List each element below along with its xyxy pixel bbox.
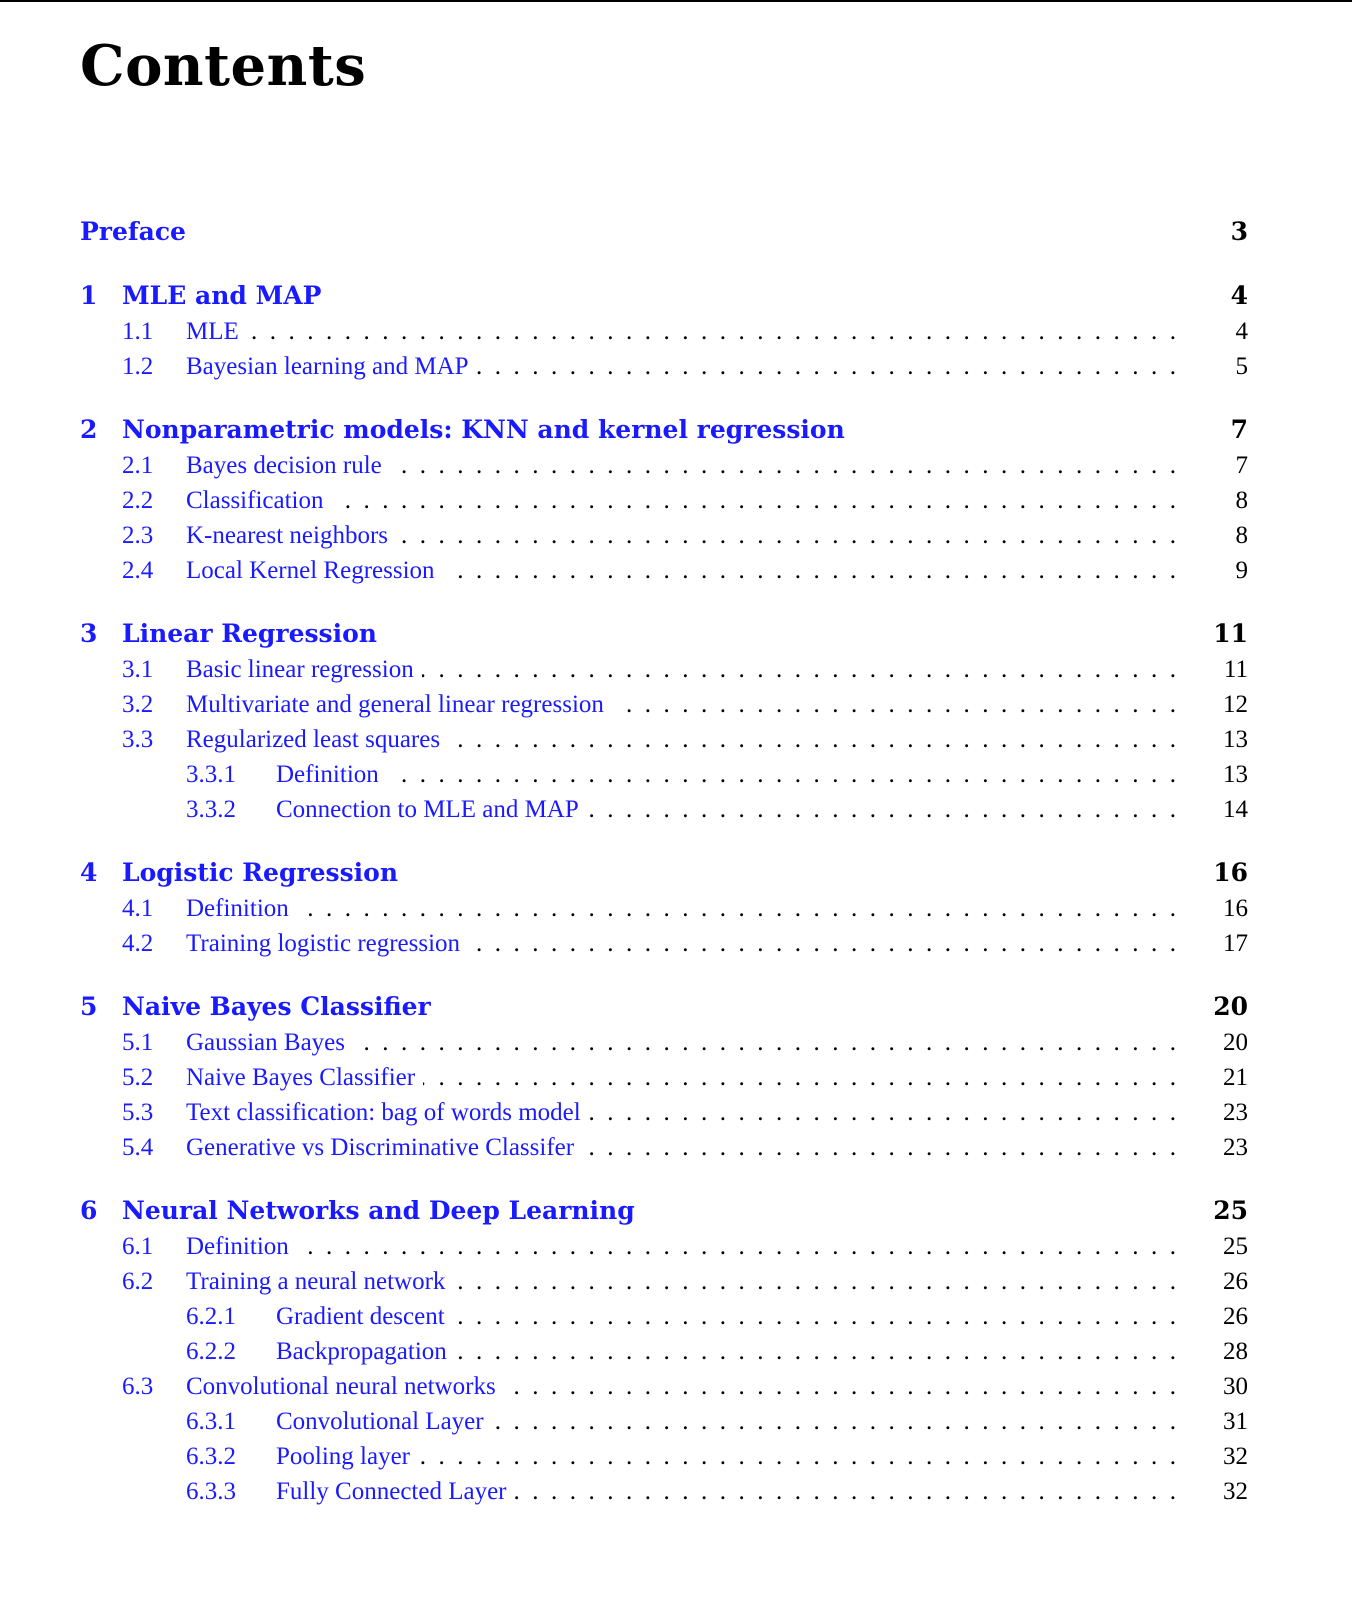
toc-entry-subsection[interactable] [80,1404,1248,1439]
toc-page-number: 26 [1223,1268,1248,1295]
toc-section-number[interactable]: 3.1 [122,656,154,683]
toc-dot-leader [423,1060,1182,1095]
toc-dot-leader [297,1229,1182,1264]
toc-page-number: 16 [1213,858,1248,887]
toc-dot-leader [477,349,1182,384]
toc-entry-section[interactable] [80,687,1248,722]
toc-section-number[interactable]: 6.2 [122,1268,154,1295]
toc-subsection-title-link[interactable]: Fully Connected Layer [276,1478,507,1505]
toc-dot-leader [492,1404,1182,1439]
toc-section-title-link[interactable]: Bayes decision rule [186,452,382,479]
toc-section-number[interactable]: 5.2 [122,1064,154,1091]
toc-section-number[interactable]: 5.3 [122,1099,154,1126]
toc-page-number: 5 [1235,353,1248,380]
toc-dot-leader [582,1130,1182,1165]
toc-page-number: 21 [1223,1064,1248,1091]
toc-chapter-title-link[interactable]: Preface [80,217,186,246]
toc-chapter-title-link[interactable]: MLE and MAP [122,281,322,310]
toc-section-number[interactable]: 2.3 [122,522,154,549]
toc-dot-leader [396,518,1182,553]
toc-page-number: 25 [1223,1233,1248,1260]
toc-entry-subsection[interactable] [80,792,1248,827]
toc-entry-section[interactable] [80,652,1248,687]
toc-section-number[interactable]: 2.4 [122,557,154,584]
toc-chapter-number[interactable]: 1 [80,281,98,310]
table-of-contents [80,214,1248,1509]
toc-chapter-number[interactable]: 3 [80,619,98,648]
toc-section-number[interactable]: 6.3 [122,1373,154,1400]
toc-dot-leader [468,926,1182,961]
toc-chapter-title-link[interactable]: Linear Regression [122,619,377,648]
toc-section-title-link[interactable]: Multivariate and general linear regression [186,691,604,718]
toc-page-number: 9 [1235,557,1248,584]
toc-chapter-title-link[interactable]: Naive Bayes Classifier [122,992,431,1021]
toc-dot-leader [515,1474,1183,1509]
toc-entry-chapter[interactable] [80,616,1248,652]
toc-page-number: 16 [1223,895,1248,922]
toc-entry-chapter[interactable] [80,855,1248,891]
toc-page-number: 8 [1235,487,1248,514]
toc-section-title-link[interactable]: Classification [186,487,324,514]
toc-subsection-number[interactable]: 6.3.1 [186,1408,236,1435]
toc-chapter-title-link[interactable]: Neural Networks and Deep Learning [122,1196,635,1225]
toc-entry-section[interactable] [80,349,1248,384]
toc-page-number: 28 [1223,1338,1248,1365]
toc-entry-section[interactable] [80,1264,1248,1299]
toc-dot-leader [297,891,1182,926]
toc-page-number: 23 [1223,1099,1248,1126]
toc-subsection-number[interactable]: 6.3.3 [186,1478,236,1505]
toc-entry-section[interactable] [80,722,1248,757]
toc-entry-section[interactable] [80,1369,1248,1404]
toc-section-number[interactable]: 1.2 [122,353,154,380]
toc-page-number: 13 [1223,761,1248,788]
toc-dot-leader [587,792,1182,827]
toc-subsection-number[interactable]: 6.3.2 [186,1443,236,1470]
toc-entry-chapter[interactable] [80,278,1248,314]
toc-subsection-number[interactable]: 6.2.2 [186,1338,236,1365]
toc-section-number[interactable]: 6.1 [122,1233,154,1260]
toc-subsection-title-link[interactable]: Definition [276,761,379,788]
toc-chapter-number[interactable]: 5 [80,992,98,1021]
toc-entry-section[interactable] [80,926,1248,961]
toc-page-number: 4 [1230,281,1248,310]
toc-section-number[interactable]: 1.1 [122,318,154,345]
toc-dot-leader [443,553,1182,588]
toc-subsection-title-link[interactable]: Connection to MLE and MAP [276,796,579,823]
toc-page-number: 25 [1213,1196,1248,1225]
toc-dot-leader [353,1025,1182,1060]
toc-entry-section[interactable] [80,1130,1248,1165]
toc-chapter-number[interactable]: 4 [80,858,98,887]
toc-page-number: 20 [1223,1029,1248,1056]
toc-section-number[interactable]: 4.1 [122,895,154,922]
toc-subsection-number[interactable]: 6.2.1 [186,1303,236,1330]
toc-dot-leader [422,652,1182,687]
toc-section-title-link[interactable]: Naive Bayes Classifier [186,1064,416,1091]
toc-section-number[interactable]: 3.2 [122,691,154,718]
toc-entry-section[interactable] [80,483,1248,518]
toc-subsection-title-link[interactable]: Convolutional Layer [276,1408,484,1435]
toc-section-title-link[interactable]: Convolutional neural networks [186,1373,496,1400]
toc-section-number[interactable]: 2.1 [122,452,154,479]
toc-chapter-number[interactable]: 6 [80,1196,98,1225]
toc-entry-section[interactable] [80,314,1248,349]
toc-section-title-link[interactable]: Text classification: bag of words model [186,1099,581,1126]
toc-page-number: 17 [1223,930,1248,957]
toc-section-title-link[interactable]: Regularized least squares [186,726,441,753]
toc-entry-section[interactable] [80,553,1248,588]
toc-dot-leader [612,687,1182,722]
toc-section-title-link[interactable]: MLE [186,318,239,345]
toc-section-title-link[interactable]: Definition [186,1233,289,1260]
toc-page-number: 20 [1213,992,1248,1021]
toc-page-number: 31 [1223,1408,1248,1435]
toc-chapter-title-link[interactable]: Nonparametric models: KNN and kernel regression [122,415,845,444]
toc-entry-subsection[interactable] [80,1334,1248,1369]
toc-section-number[interactable]: 2.2 [122,487,154,514]
toc-entry-subsection[interactable] [80,757,1248,792]
toc-dot-leader [504,1369,1182,1404]
toc-entry-chapter[interactable] [80,989,1248,1025]
toc-section-number[interactable]: 5.1 [122,1029,154,1056]
toc-dot-leader [331,483,1182,518]
toc-entry-section[interactable] [80,1025,1248,1060]
toc-entry-subsection[interactable] [80,1474,1248,1509]
toc-section-title-link[interactable]: Definition [186,895,289,922]
toc-page-number: 13 [1223,726,1248,753]
toc-section-title-link[interactable]: K-nearest neighbors [186,522,389,549]
top-rule [0,0,1352,2]
toc-dot-leader [247,314,1182,349]
toc-section-number[interactable]: 3.3 [122,726,154,753]
toc-section-title-link[interactable]: Bayesian learning and MAP [186,353,469,380]
toc-dot-leader [453,1264,1182,1299]
toc-page-number: 4 [1235,318,1248,345]
toc-chapter-title-link[interactable]: Logistic Regression [122,858,399,887]
toc-entry-chapter[interactable] [80,1193,1248,1229]
toc-page-number: 30 [1223,1373,1248,1400]
toc-entry-subsection[interactable] [80,1299,1248,1334]
toc-section-number[interactable]: 5.4 [122,1134,154,1161]
toc-entry-section[interactable] [80,1095,1248,1130]
toc-section-title-link[interactable]: Gaussian Bayes [186,1029,345,1056]
toc-dot-leader [455,1334,1182,1369]
toc-page-number: 26 [1223,1303,1248,1330]
toc-entry-section[interactable] [80,891,1248,926]
toc-page-number: 8 [1235,522,1248,549]
toc-page-number: 23 [1223,1134,1248,1161]
toc-entry-section[interactable] [80,1229,1248,1264]
toc-entry-section[interactable] [80,518,1248,553]
toc-page-number: 32 [1223,1478,1248,1505]
toc-entry-section[interactable] [80,448,1248,483]
toc-entry-subsection[interactable] [80,1439,1248,1474]
toc-page-number: 7 [1230,415,1248,444]
toc-page-number: 11 [1213,619,1248,648]
toc-dot-leader [418,1439,1182,1474]
toc-section-title-link[interactable]: Training logistic regression [186,930,461,957]
toc-dot-leader [448,722,1182,757]
toc-page-number: 11 [1223,656,1248,683]
toc-entry-chapter[interactable] [80,214,1248,250]
toc-page-number: 3 [1230,217,1248,246]
toc-section-title-link[interactable]: Training a neural network [186,1268,446,1295]
toc-subsection-title-link[interactable]: Gradient descent [276,1303,445,1330]
toc-dot-leader [387,757,1182,792]
toc-subsection-number[interactable]: 3.3.2 [186,796,236,823]
toc-dot-leader [453,1299,1182,1334]
toc-section-title-link[interactable]: Generative vs Discriminative Classifer [186,1134,575,1161]
toc-section-title-link[interactable]: Local Kernel Regression [186,557,435,584]
toc-entry-chapter[interactable] [80,412,1248,448]
toc-subsection-title-link[interactable]: Pooling layer [276,1443,411,1470]
toc-page-number: 12 [1223,691,1248,718]
toc-page-number: 14 [1223,796,1248,823]
toc-dot-leader [390,448,1182,483]
toc-chapter-number[interactable]: 2 [80,415,98,444]
page-title: Contents [80,33,367,99]
toc-dot-leader [589,1095,1182,1130]
toc-subsection-number[interactable]: 3.3.1 [186,761,236,788]
toc-section-title-link[interactable]: Basic linear regression [186,656,414,683]
toc-subsection-title-link[interactable]: Backpropagation [276,1338,447,1365]
toc-entry-section[interactable] [80,1060,1248,1095]
toc-page-number: 32 [1223,1443,1248,1470]
toc-section-number[interactable]: 4.2 [122,930,154,957]
toc-page-number: 7 [1235,452,1248,479]
